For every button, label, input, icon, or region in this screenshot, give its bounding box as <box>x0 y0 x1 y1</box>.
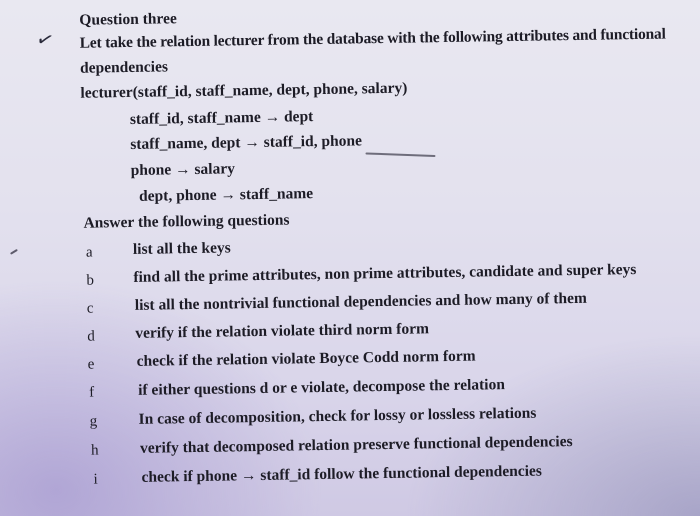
question-title: Question three <box>79 10 177 29</box>
question-text: find all the prime attributes, non prime attributes, candidate and super keys <box>133 261 637 286</box>
question-letter: a <box>85 244 93 261</box>
pen-stroke <box>365 152 435 157</box>
question-letter: b <box>86 272 95 289</box>
question-text: if either questions d or e violate, decompose the relation <box>138 376 506 399</box>
question-letter: e <box>87 356 95 373</box>
relation-schema: lecturer(staff_id, staff_name, dept, phone, salary) <box>80 79 408 102</box>
dependency-line: staff_id, staff_name → dept <box>129 108 314 128</box>
question-intro: Let take the relation lecturer from the database with the following attributes and functional <box>79 25 666 52</box>
dependency-line: phone → salary <box>130 160 236 179</box>
dependency-line: staff_name, dept → staff_id, phone <box>130 132 363 153</box>
question-text: list all the nontrivial functional dependencies and how many of them <box>134 289 588 314</box>
question-text: list all the keys <box>132 239 231 258</box>
question-text: In case of decomposition, check for lossy or lossless relations <box>138 404 537 428</box>
question-text: check if the relation violate Boyce Codd norm form <box>136 347 476 370</box>
question-letter: c <box>86 300 94 317</box>
question-text: verify if the relation violate third norm form <box>135 320 430 342</box>
question-letter: h <box>90 442 99 459</box>
pen-stroke <box>10 249 18 255</box>
question-letter: f <box>89 384 95 401</box>
question-text: verify that decomposed relation preserve functional dependencies <box>139 433 573 457</box>
question-intro-continued: dependencies <box>79 58 169 77</box>
question-letter: g <box>89 413 98 430</box>
question-letter: d <box>87 328 95 345</box>
dependency-line: dept, phone → staff_name <box>138 185 314 205</box>
pen-checkmark: ✓ <box>33 27 57 54</box>
question-text: check if phone → staff_id follow the functional dependencies <box>141 462 543 486</box>
answer-heading: Answer the following questions <box>83 211 290 232</box>
question-letter: i <box>93 471 98 488</box>
